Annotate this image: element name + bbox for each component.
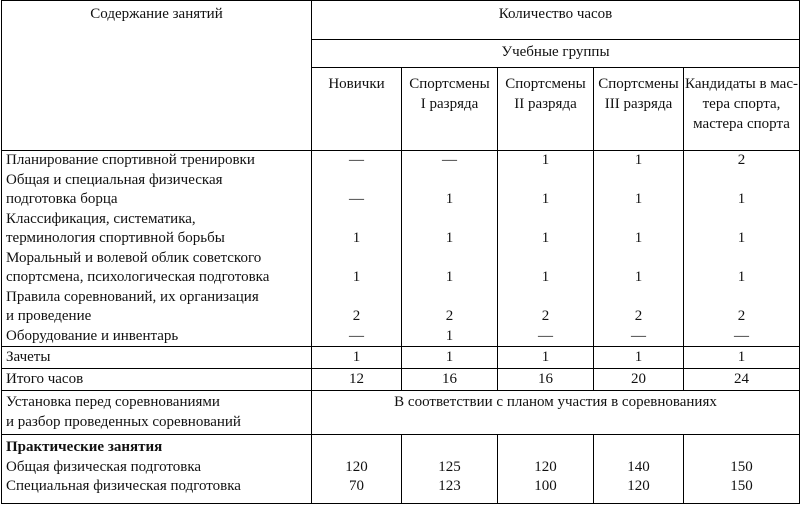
theory-value: 1: [445, 327, 454, 344]
total-row: [2, 369, 800, 391]
theory-value: 1: [445, 230, 454, 246]
group-label: I разряда: [420, 96, 479, 112]
total-value: 12: [312, 369, 402, 391]
theory-value: —: [442, 152, 457, 168]
theory-label: Моральный и волевой облик советского: [6, 249, 262, 266]
tests-value: 1: [684, 347, 800, 369]
theory-value: 1: [541, 191, 550, 207]
group-label: III разряда: [604, 96, 673, 112]
theory-block: [2, 151, 800, 347]
theory-label: Оборудование и инвентарь: [6, 327, 179, 344]
group-rank-2: [498, 68, 594, 151]
header-hours-col: [312, 1, 800, 40]
theory-col-2: [402, 151, 498, 347]
theory-col-4: [594, 151, 684, 347]
header-groups-label: Учебные группы: [501, 44, 610, 60]
group-label: Спортсмены: [505, 76, 586, 92]
group-rank-3: [594, 68, 684, 151]
theory-value: 1: [634, 230, 643, 246]
group-candidates-masters: [684, 68, 800, 151]
practice-value: 120: [345, 458, 368, 475]
group-label: мастера спорта: [693, 116, 790, 132]
theory-value: —: [349, 152, 364, 168]
theory-value: 1: [634, 191, 643, 207]
theory-label: Планирование спортивной тренировки: [6, 152, 255, 168]
total-value: 16: [498, 369, 594, 391]
theory-value: 1: [737, 191, 746, 207]
group-label: Кандидаты в мас-: [685, 76, 798, 92]
practice-value: 120: [534, 458, 557, 475]
theory-value: 2: [737, 152, 746, 168]
prep-row: [2, 391, 800, 435]
practice-col-1: [312, 435, 402, 504]
practice-labels: [2, 435, 312, 504]
prep-label-line: и разбор проведенных соревнований: [6, 413, 241, 430]
study-plan-table: [1, 0, 800, 504]
theory-value: 1: [634, 269, 643, 285]
group-label: тера спорта,: [702, 96, 781, 112]
theory-value: 2: [737, 308, 746, 324]
header-content-label: Содержание занятий: [90, 6, 223, 22]
total-label: Итого часов: [2, 369, 312, 391]
total-value: 16: [402, 369, 498, 391]
group-label: II разряда: [514, 96, 577, 112]
total-value: 24: [684, 369, 800, 391]
theory-value: —: [538, 327, 553, 344]
theory-value: 1: [634, 152, 643, 168]
practice-value: 123: [438, 478, 461, 494]
theory-value: 2: [352, 308, 361, 324]
theory-labels: [2, 151, 312, 347]
theory-value: —: [734, 327, 749, 344]
practice-value: 120: [627, 478, 650, 494]
practice-value: 150: [730, 458, 753, 475]
group-rank-1: [402, 68, 498, 151]
theory-value: —: [631, 327, 646, 344]
theory-value: 1: [541, 269, 550, 285]
theory-value: 1: [445, 269, 454, 285]
practice-block: [2, 435, 800, 504]
theory-label: терминология спортивной борьбы: [6, 230, 225, 246]
practice-label: Специальная физическая подготовка: [6, 478, 241, 494]
practice-value: 125: [438, 458, 461, 475]
tests-value: 1: [402, 347, 498, 369]
theory-value: 2: [541, 308, 550, 324]
theory-value: —: [349, 191, 364, 207]
practice-value: 140: [627, 458, 650, 475]
practice-title: Практические занятия: [6, 439, 163, 455]
theory-label: Классификация, систематика,: [6, 210, 196, 227]
theory-value: 1: [737, 230, 746, 246]
prep-label: [2, 391, 312, 435]
group-novices: [312, 68, 402, 151]
practice-col-2: [402, 435, 498, 504]
tests-value: 1: [594, 347, 684, 369]
header-groups: [312, 40, 800, 68]
theory-value: 1: [352, 230, 361, 246]
prep-note: В соответствии с планом участия в соревнованиях: [312, 391, 800, 435]
theory-value: 1: [352, 269, 361, 285]
theory-value: 2: [634, 308, 643, 324]
theory-col-5: [684, 151, 800, 347]
practice-col-5: [684, 435, 800, 504]
theory-label: и проведение: [6, 308, 92, 324]
practice-value: 70: [349, 478, 364, 494]
theory-col-3: [498, 151, 594, 347]
theory-value: 2: [445, 308, 454, 324]
theory-col-1: [312, 151, 402, 347]
group-label: Спортсмены: [409, 76, 490, 92]
theory-label: спортсмена, психологическая подготовка: [6, 269, 270, 285]
group-label: Новички: [328, 76, 385, 92]
prep-label-line: Установка перед соревнованиями: [6, 394, 220, 410]
theory-label: подготовка борца: [6, 191, 118, 207]
practice-col-4: [594, 435, 684, 504]
theory-value: 1: [541, 152, 550, 168]
tests-row: [2, 347, 800, 369]
total-value: 20: [594, 369, 684, 391]
tests-value: 1: [312, 347, 402, 369]
theory-value: 1: [737, 269, 746, 285]
header-hours-label: Количество часов: [498, 6, 613, 22]
practice-value: 100: [534, 478, 557, 494]
practice-col-3: [498, 435, 594, 504]
tests-value: 1: [498, 347, 594, 369]
theory-value: —: [349, 327, 364, 344]
practice-value: 150: [730, 478, 753, 494]
theory-value: 1: [445, 191, 454, 207]
practice-label: Общая физическая подготовка: [6, 458, 202, 475]
theory-value: 1: [541, 230, 550, 246]
header-content-col: [2, 1, 312, 151]
theory-label: Правила соревнований, их организация: [6, 288, 259, 305]
theory-label: Общая и специальная физическая: [6, 171, 223, 188]
group-label: Спортсмены: [598, 76, 679, 92]
tests-label: Зачеты: [2, 347, 312, 369]
